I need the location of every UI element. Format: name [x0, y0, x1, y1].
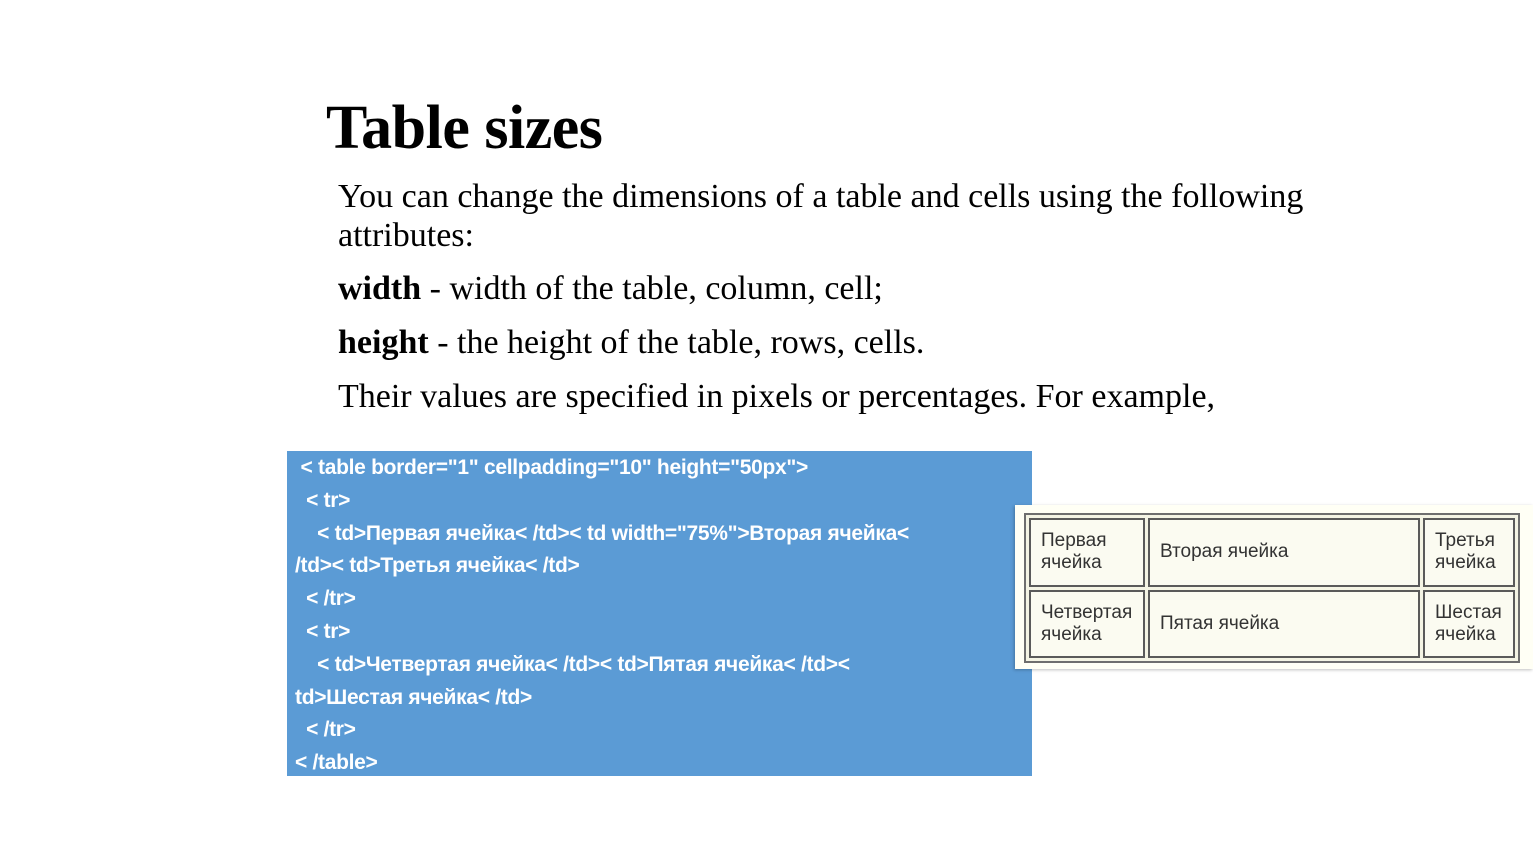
table-row: [1029, 590, 1515, 659]
table-row: [1029, 518, 1515, 587]
intro-paragraph: You can change the dimensions of a table and cells using the following attributes:: [338, 178, 1304, 254]
width-description: - width of the table, column, cell;: [421, 270, 883, 307]
table-cell: Четвертая ячейка: [1029, 590, 1145, 659]
table-cell: Третья ячейка: [1423, 518, 1515, 587]
slide-title: Table sizes: [326, 94, 603, 162]
width-attribute-line: [338, 269, 1348, 308]
values-note: Their values are specified in pixels or percentages. For example,: [338, 378, 1216, 415]
code-line: < tr>: [295, 619, 351, 643]
code-line: < tr>: [295, 488, 351, 512]
table-cell: Первая ячейка: [1029, 518, 1145, 587]
width-keyword: width: [338, 270, 422, 307]
table-cell: Шестая ячейка: [1423, 590, 1515, 659]
height-description: - the height of the table, rows, cells.: [428, 324, 925, 361]
code-line: < /tr>: [295, 718, 356, 742]
html-code-example: [287, 451, 1032, 776]
code-line: < table border="1" cellpadding="10" height="50px">: [295, 456, 809, 479]
rendered-table-example: [1015, 505, 1533, 669]
code-line: /td>< td>Третья ячейка< /td>: [295, 554, 580, 578]
code-line: < td>Четвертая ячейка< /td>< td>Пятая ячейка< /td><: [295, 652, 850, 676]
table-cell: Пятая ячейка: [1148, 590, 1420, 659]
code-line: < /tr>: [295, 587, 356, 611]
height-attribute-line: [338, 323, 1348, 362]
height-keyword: height: [338, 324, 429, 361]
example-table: [1024, 513, 1520, 663]
code-line: < td>Первая ячейка< /td>< td width="75%">Вторая ячейка<: [295, 521, 909, 545]
code-line: td>Шестая ячейка< /td>: [295, 685, 532, 709]
table-cell: Вторая ячейка: [1148, 518, 1420, 587]
code-line: < /table>: [295, 751, 378, 775]
